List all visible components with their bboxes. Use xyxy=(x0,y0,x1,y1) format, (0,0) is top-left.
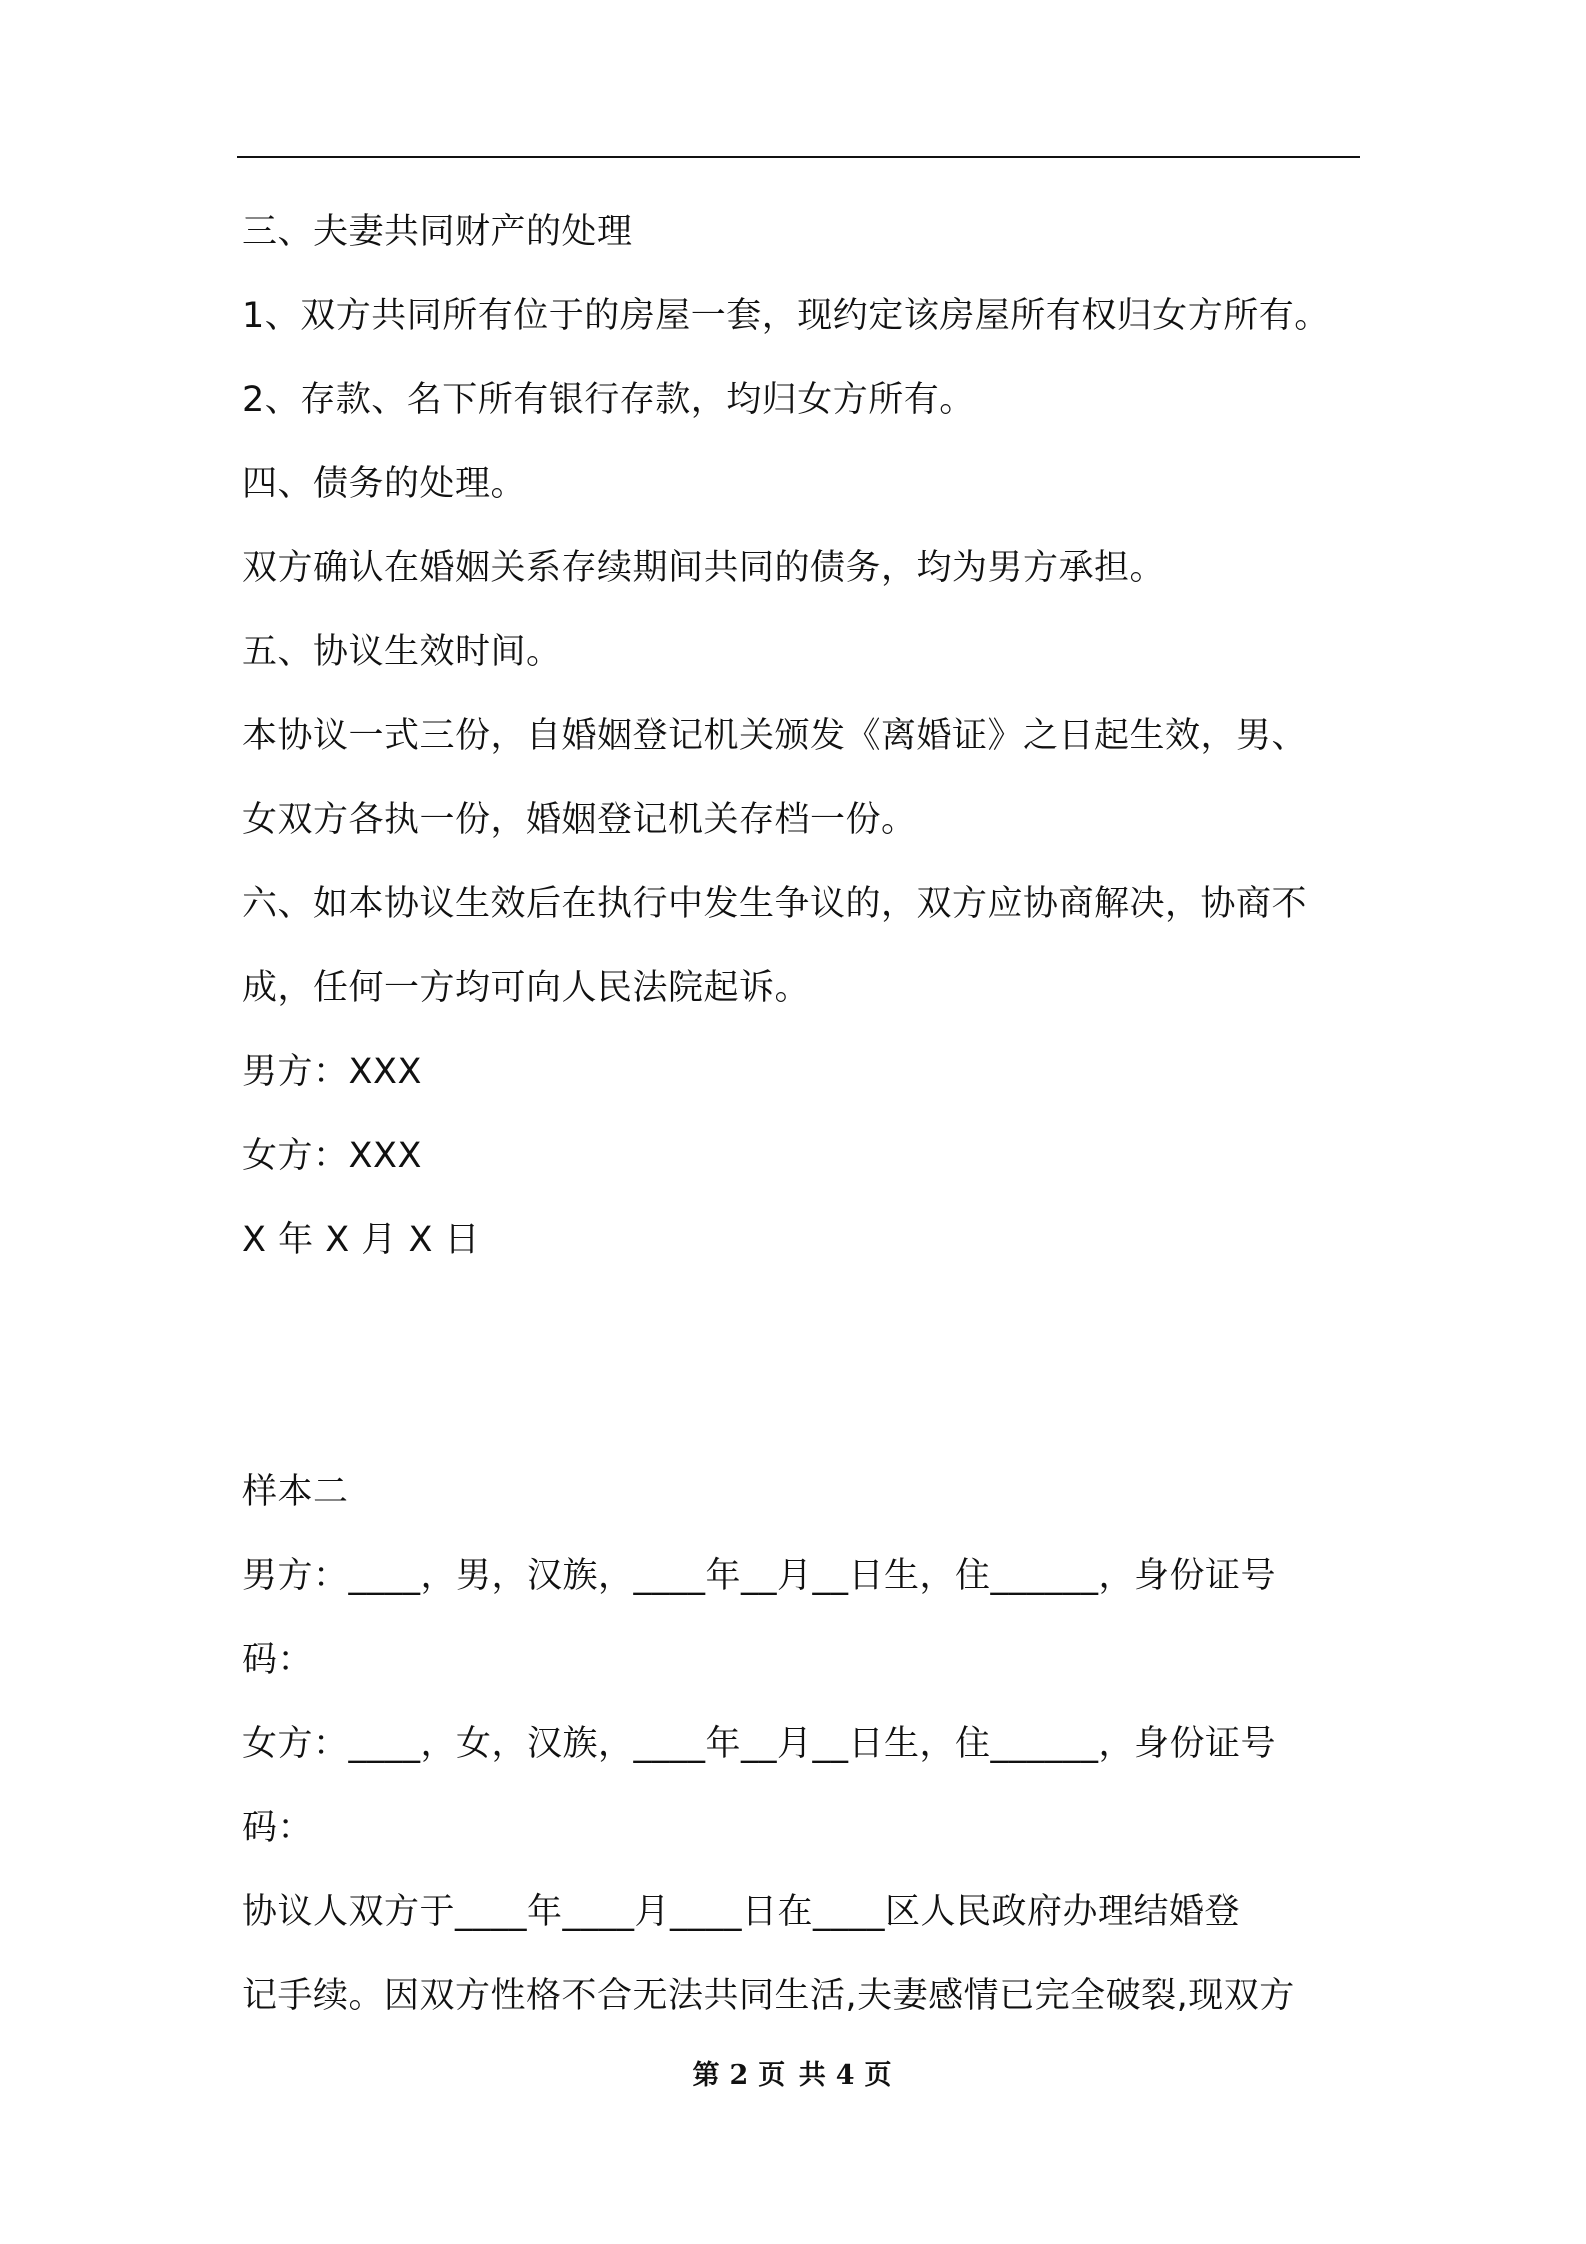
paragraph-debt: 双方确认在婚姻关系存续期间共同的债务，均为男方承担。 xyxy=(242,548,1166,588)
header-rule xyxy=(237,156,1360,158)
paragraph-dispute-line1: 六、如本协议生效后在执行中发生争议的，双方应协商解决，协商不 xyxy=(242,884,1308,924)
footer-suffix: 页 xyxy=(864,2060,894,2091)
paragraph-effective-line2: 女双方各执一份，婚姻登记机关存档一份。 xyxy=(242,800,917,840)
female-party-line2: 码： xyxy=(242,1808,314,1848)
agreement-paragraph-line2: 记手续。因双方性格不合无法共同生活,夫妻感情已完全破裂,现双方 xyxy=(242,1976,1295,2016)
page-number-footer xyxy=(0,2053,1586,2092)
footer-total-pages: 4 xyxy=(835,2060,857,2091)
paragraph-deposits: 2、存款、名下所有银行存款，均归女方所有。 xyxy=(242,380,975,420)
paragraph-house: 1、双方共同所有位于的房屋一套，现约定该房屋所有权归女方所有。 xyxy=(242,296,1330,336)
footer-middle: 页 共 xyxy=(758,2060,828,2091)
footer-prefix: 第 xyxy=(692,2060,722,2091)
section-heading-property: 三、夫妻共同财产的处理 xyxy=(242,212,633,252)
section-heading-effective: 五、协议生效时间。 xyxy=(242,632,562,672)
signature-date: X 年 X 月 X 日 xyxy=(242,1220,481,1260)
section-gap xyxy=(242,1282,1367,1450)
document-body xyxy=(242,190,1367,2038)
male-party-line1: 男方：____，男，汉族，____年__月__日生，住______，身份证号 xyxy=(242,1556,1277,1596)
paragraph-dispute-line2: 成，任何一方均可向人民法院起诉。 xyxy=(242,968,811,1008)
agreement-paragraph-line1: 协议人双方于____年____月____日在____区人民政府办理结婚登 xyxy=(242,1892,1241,1932)
section-heading-debt: 四、债务的处理。 xyxy=(242,464,527,504)
signature-female: 女方：XXX xyxy=(242,1136,422,1176)
sample-two-title: 样本二 xyxy=(242,1472,349,1512)
paragraph-effective-line1: 本协议一式三份，自婚姻登记机关颁发《离婚证》之日起生效，男、 xyxy=(242,716,1308,756)
signature-male: 男方：XXX xyxy=(242,1052,422,1092)
female-party-line1: 女方：____，女，汉族，____年__月__日生，住______，身份证号 xyxy=(242,1724,1277,1764)
male-party-line2: 码： xyxy=(242,1640,314,1680)
footer-current-page: 2 xyxy=(729,2060,751,2091)
